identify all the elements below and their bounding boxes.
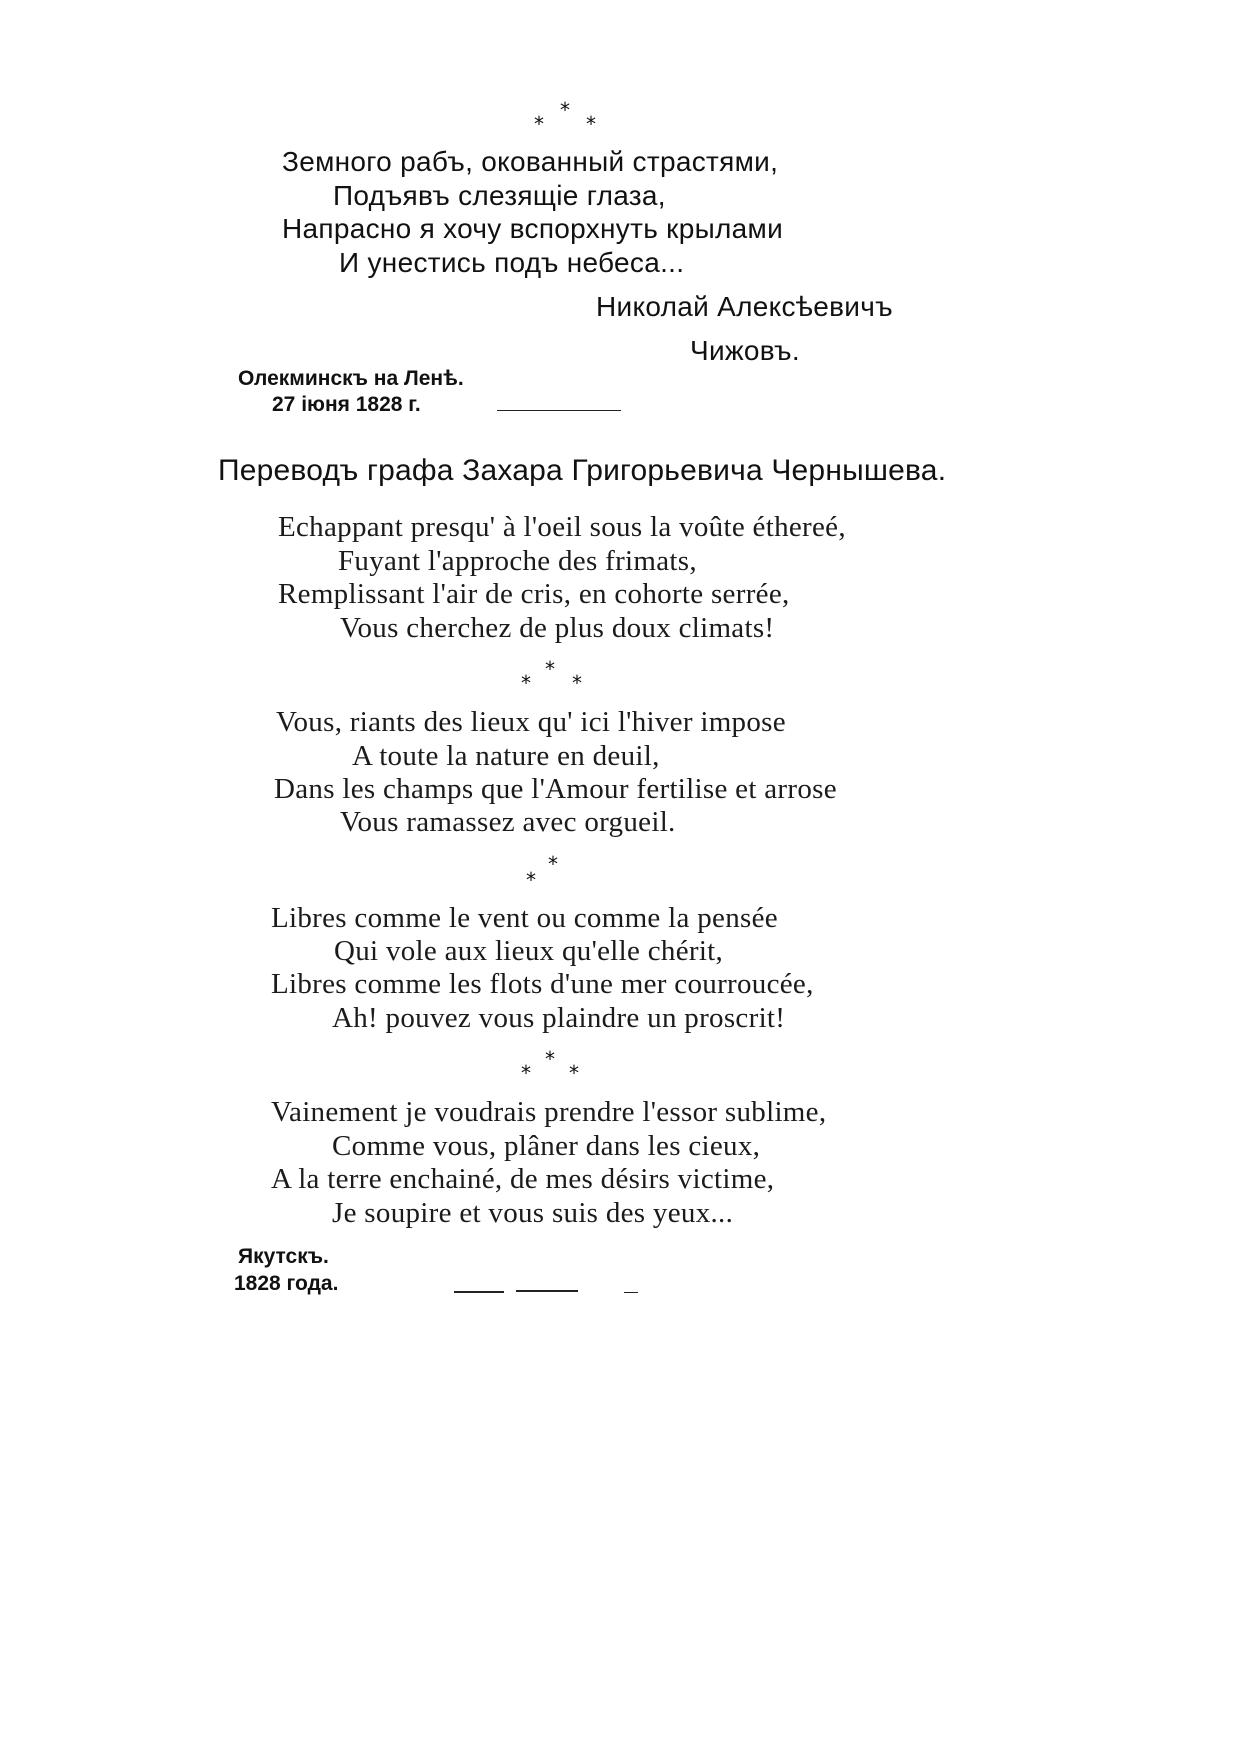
asterism-star: * [586, 112, 596, 136]
asterism-star: * [560, 98, 570, 122]
stanza2-line-1: Vous, riants des lieux qu' ici l'hiver impose [276, 706, 786, 738]
asterism-star: * [548, 852, 558, 876]
section-asterism [515, 657, 595, 697]
asterism-star: * [572, 671, 582, 695]
stanza4-line-4: Je soupire et vous suis des yeux... [332, 1197, 734, 1229]
section-asterism [517, 1047, 597, 1087]
poem1-line-3: Напрасно я хочу вспорхнуть крылами [282, 213, 784, 244]
poem2-place: Якутскъ. [238, 1245, 329, 1268]
stanza3-line-2: Qui vole aux lieux qu'elle chérit, [334, 935, 724, 967]
asterism-star: * [545, 1047, 555, 1071]
translation-title: Переводъ графа Захара Григорьевича Чернышева. [218, 454, 947, 487]
section-asterism [530, 98, 610, 138]
stanza4-line-2: Comme vous, plâner dans les cieux, [332, 1130, 761, 1162]
stanza1-line-1: Echappant presqu' à l'oeil sous la voûte éthereé, [278, 511, 846, 543]
stanza3-line-3: Libres comme les flots d'une mer courroucée, [271, 968, 814, 1000]
end-rule-segment [516, 1290, 578, 1292]
poem1-place: Олекминскъ на Ленѣ. [238, 367, 464, 390]
end-rule-segment [454, 1291, 504, 1293]
stanza3-line-4: Ah! pouvez vous plaindre un proscrit! [332, 1002, 786, 1034]
asterism-star: * [521, 671, 531, 695]
poem1-line-1: Земного рабъ, окованный страстями, [282, 146, 779, 177]
poem1-line-2: Подъявъ слезящіе глаза, [333, 180, 666, 211]
author-surname: Чижовъ. [690, 335, 800, 366]
section-asterism [520, 852, 600, 892]
separator-rule [497, 410, 621, 411]
stanza3-line-1: Libres comme le vent ou comme la pensée [271, 902, 778, 934]
poem2-date: 1828 года. [234, 1272, 339, 1295]
stanza1-line-3: Remplissant l'air de cris, en cohorte serrée, [278, 578, 790, 610]
asterism-star: * [534, 112, 544, 136]
stanza1-line-2: Fuyant l'approche des frimats, [338, 545, 697, 577]
asterism-star: * [526, 868, 536, 892]
stanza2-line-2: A toute la nature en deuil, [352, 740, 660, 772]
poem1-date: 27 іюня 1828 г. [272, 393, 421, 416]
author-name: Николай Алексѣевичъ [596, 291, 893, 322]
asterism-star: * [521, 1061, 531, 1085]
stanza4-line-3: A la terre enchainé, de mes désirs victime, [271, 1163, 775, 1195]
stanza2-line-4: Vous ramassez avec orgueil. [340, 806, 676, 838]
asterism-star: * [545, 657, 555, 681]
poem1-line-4: И унестись подъ небеса... [339, 247, 685, 278]
stanza1-line-4: Vous cherchez de plus doux climats! [340, 612, 775, 644]
end-rule-segment [624, 1292, 638, 1293]
stanza4-line-1: Vainement je voudrais prendre l'essor sublime, [271, 1096, 827, 1128]
stanza2-line-3: Dans les champs que l'Amour fertilise et arrose [274, 773, 837, 805]
asterism-star: * [569, 1061, 579, 1085]
